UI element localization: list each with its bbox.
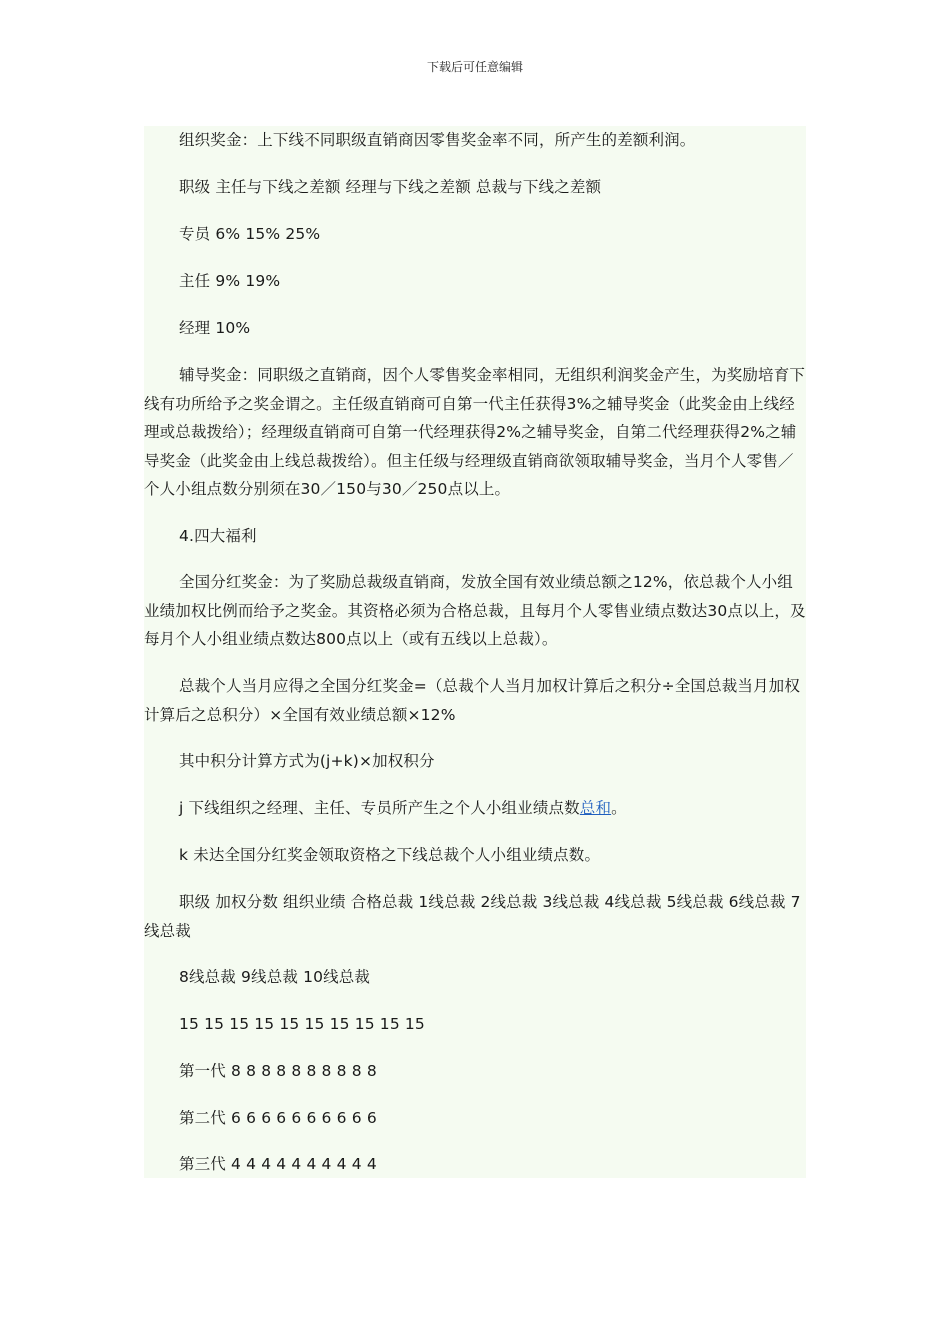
paragraph-weight-row-first-gen: 第一代 8 8 8 8 8 8 8 8 8 8 xyxy=(179,1062,377,1080)
paragraph-director-row: 主任 9% 19% xyxy=(179,272,281,290)
paragraph-weight-row-base: 15 15 15 15 15 15 15 15 15 15 xyxy=(179,1015,425,1033)
paragraph-k-definition: k 未达全国分红奖金领取资格之下线总裁个人小组业绩点数。 xyxy=(179,846,601,864)
paragraph-difference-table-header: 职级 主任与下线之差额 经理与下线之差额 总裁与下线之差额 xyxy=(179,178,602,196)
paragraph-weight-row-second-gen: 第二代 6 6 6 6 6 6 6 6 6 6 xyxy=(179,1109,377,1127)
paragraph-dividend-formula: 总裁个人当月应得之全国分红奖金=（总裁个人当月加权计算后之积分÷全国总裁当月加权计算后之总积分）×全国有效业绩总额×12% xyxy=(144,677,800,724)
page-header: 下载后可任意编辑 xyxy=(426,60,523,74)
sum-link[interactable]: 总和 xyxy=(579,799,612,817)
paragraph-organization-bonus: 组织奖金：上下线不同职级直销商因零售奖金率不同，所产生的差额利润。 xyxy=(179,131,696,149)
j-definition-suffix: 。 xyxy=(611,799,627,817)
paragraph-coaching-bonus: 辅导奖金：同职级之直销商，因个人零售奖金率相同，无组织利润奖金产生，为奖励培育下线有功所给予之奖金谓之。主任级直销商可自第一代主任获得3%之辅导奖金（此奖金由上线经理或总裁拨给）；经理级直销商可自第一代经理获得2%之辅导奖金，自第二代经理获得2%之辅导奖金（此奖金由上线总裁拨给）。但主任级与经理级直销商欲领取辅导奖金，当月个人零售／个人小组点数分别须在30／150与30／250点以上。 xyxy=(144,366,806,498)
paragraph-specialist-row: 专员 6% 15% 25% xyxy=(179,225,321,243)
document-body xyxy=(144,126,806,1178)
paragraph-national-dividend: 全国分红奖金：为了奖励总裁级直销商，发放全国有效业绩总额之12%，依总裁个人小组业绩加权比例而给予之奖金。其资格必须为合格总裁，且每月个人零售业绩点数达30点以上，及每月个人小组业绩点数达800点以上（或有五线以上总裁）。 xyxy=(144,573,806,648)
paragraph-section-four-benefits: 4.四大福利 xyxy=(179,527,257,545)
paragraph-j-definition xyxy=(144,794,806,823)
paragraph-weight-table-header: 职级 加权分数 组织业绩 合格总裁 1线总裁 2线总裁 3线总裁 4线总裁 5线总裁 6线总裁 7线总裁 xyxy=(144,893,801,940)
paragraph-points-formula: 其中积分计算方式为(j+k)×加权积分 xyxy=(179,752,435,770)
paragraph-manager-row: 经理 10% xyxy=(179,319,251,337)
j-definition-text: j 下线组织之经理、主任、专员所产生之个人小组业绩点数 xyxy=(179,799,580,817)
paragraph-weight-table-header-cont: 8线总裁 9线总裁 10线总裁 xyxy=(179,968,371,986)
paragraph-weight-row-third-gen: 第三代 4 4 4 4 4 4 4 4 4 4 xyxy=(179,1155,377,1173)
